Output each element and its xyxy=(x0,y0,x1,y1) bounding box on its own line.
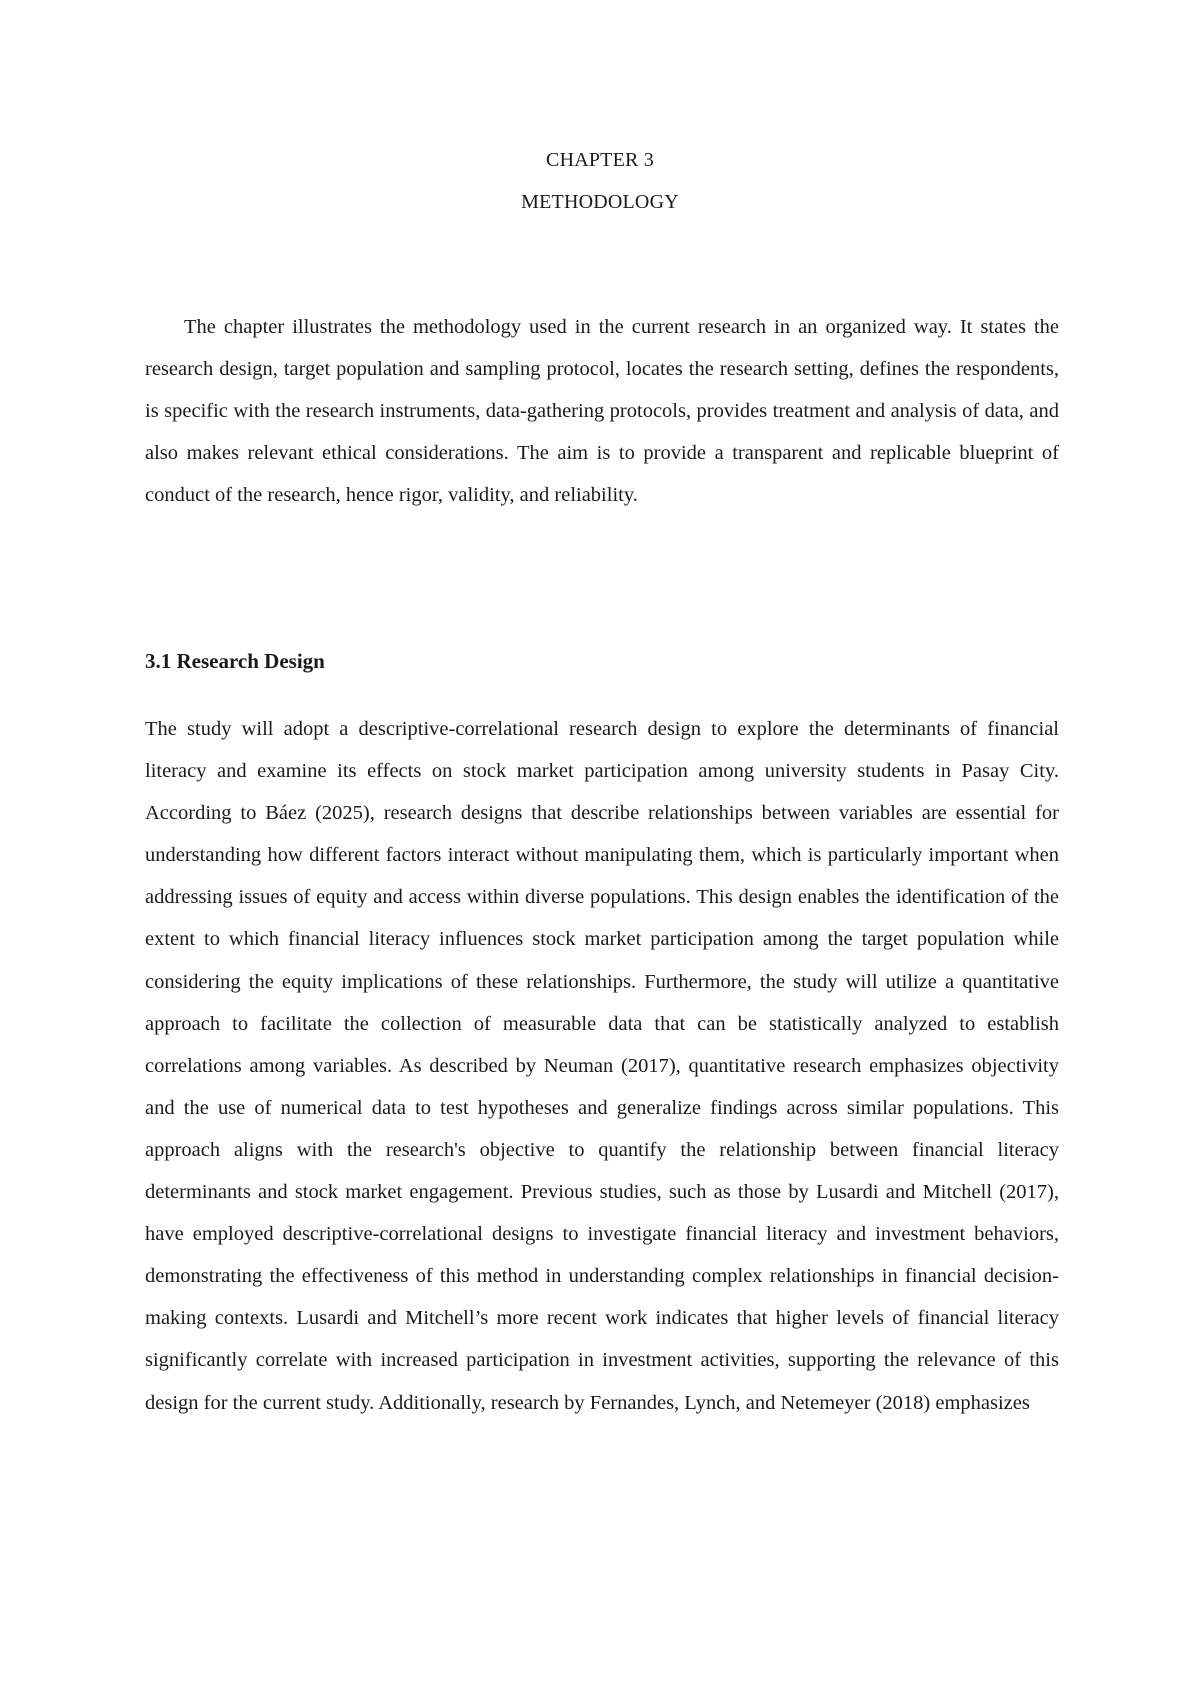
intro-paragraph: The chapter illustrates the methodology used in the current research in an organized way. It states the research design, target population and sampling protocol, locates the research setting, defines the respondents, is specific with the research instruments, data-gathering protocols, provides treatment and analysis of data, and also makes relevant ethical considerations. The aim is to provide a transparent and replicable blueprint of conduct of the research, hence rigor, validity, and reliability. xyxy=(145,316,1059,507)
chapter-number: CHAPTER 3 xyxy=(546,149,654,171)
section-heading-research-design: 3.1 Research Design xyxy=(145,649,325,673)
chapter-title: METHODOLOGY xyxy=(521,191,679,213)
research-design-paragraph: The study will adopt a descriptive-correlational research design to explore the determinants of financial literacy and examine its effects on stock market participation among university students in Pasay City. According to Báez (2025), research designs that describe relationships between variables are essential for understanding how different factors interact without manipulating them, which is particularly important when addressing issues of equity and access within diverse populations. This design enables the identification of the extent to which financial literacy influences stock market participation among the target population while considering the equity implications of these relationships. Furthermore, the study will utilize a quantitative approach to facilitate the collection of measurable data that can be statistically analyzed to establish correlations among variables. As described by Neuman (2017), quantitative research emphasizes objectivity and the use of numerical data to test hypotheses and generalize findings across similar populations. This approach aligns with the research's objective to quantify the relationship between financial literacy determinants and stock market engagement. Previous studies, such as those by Lusardi and Mitchell (2017), have employed descriptive-correlational designs to investigate financial literacy and investment behaviors, demonstrating the effectiveness of this method in understanding complex relationships in financial decision-making contexts. Lusardi and Mitchell’s more recent work indicates that higher levels of financial literacy significantly correlate with increased participation in investment activities, supporting the relevance of this design for the current study. Additionally, research by Fernandes, Lynch, and Netemeyer (2018) emphasizes xyxy=(145,718,1059,1414)
